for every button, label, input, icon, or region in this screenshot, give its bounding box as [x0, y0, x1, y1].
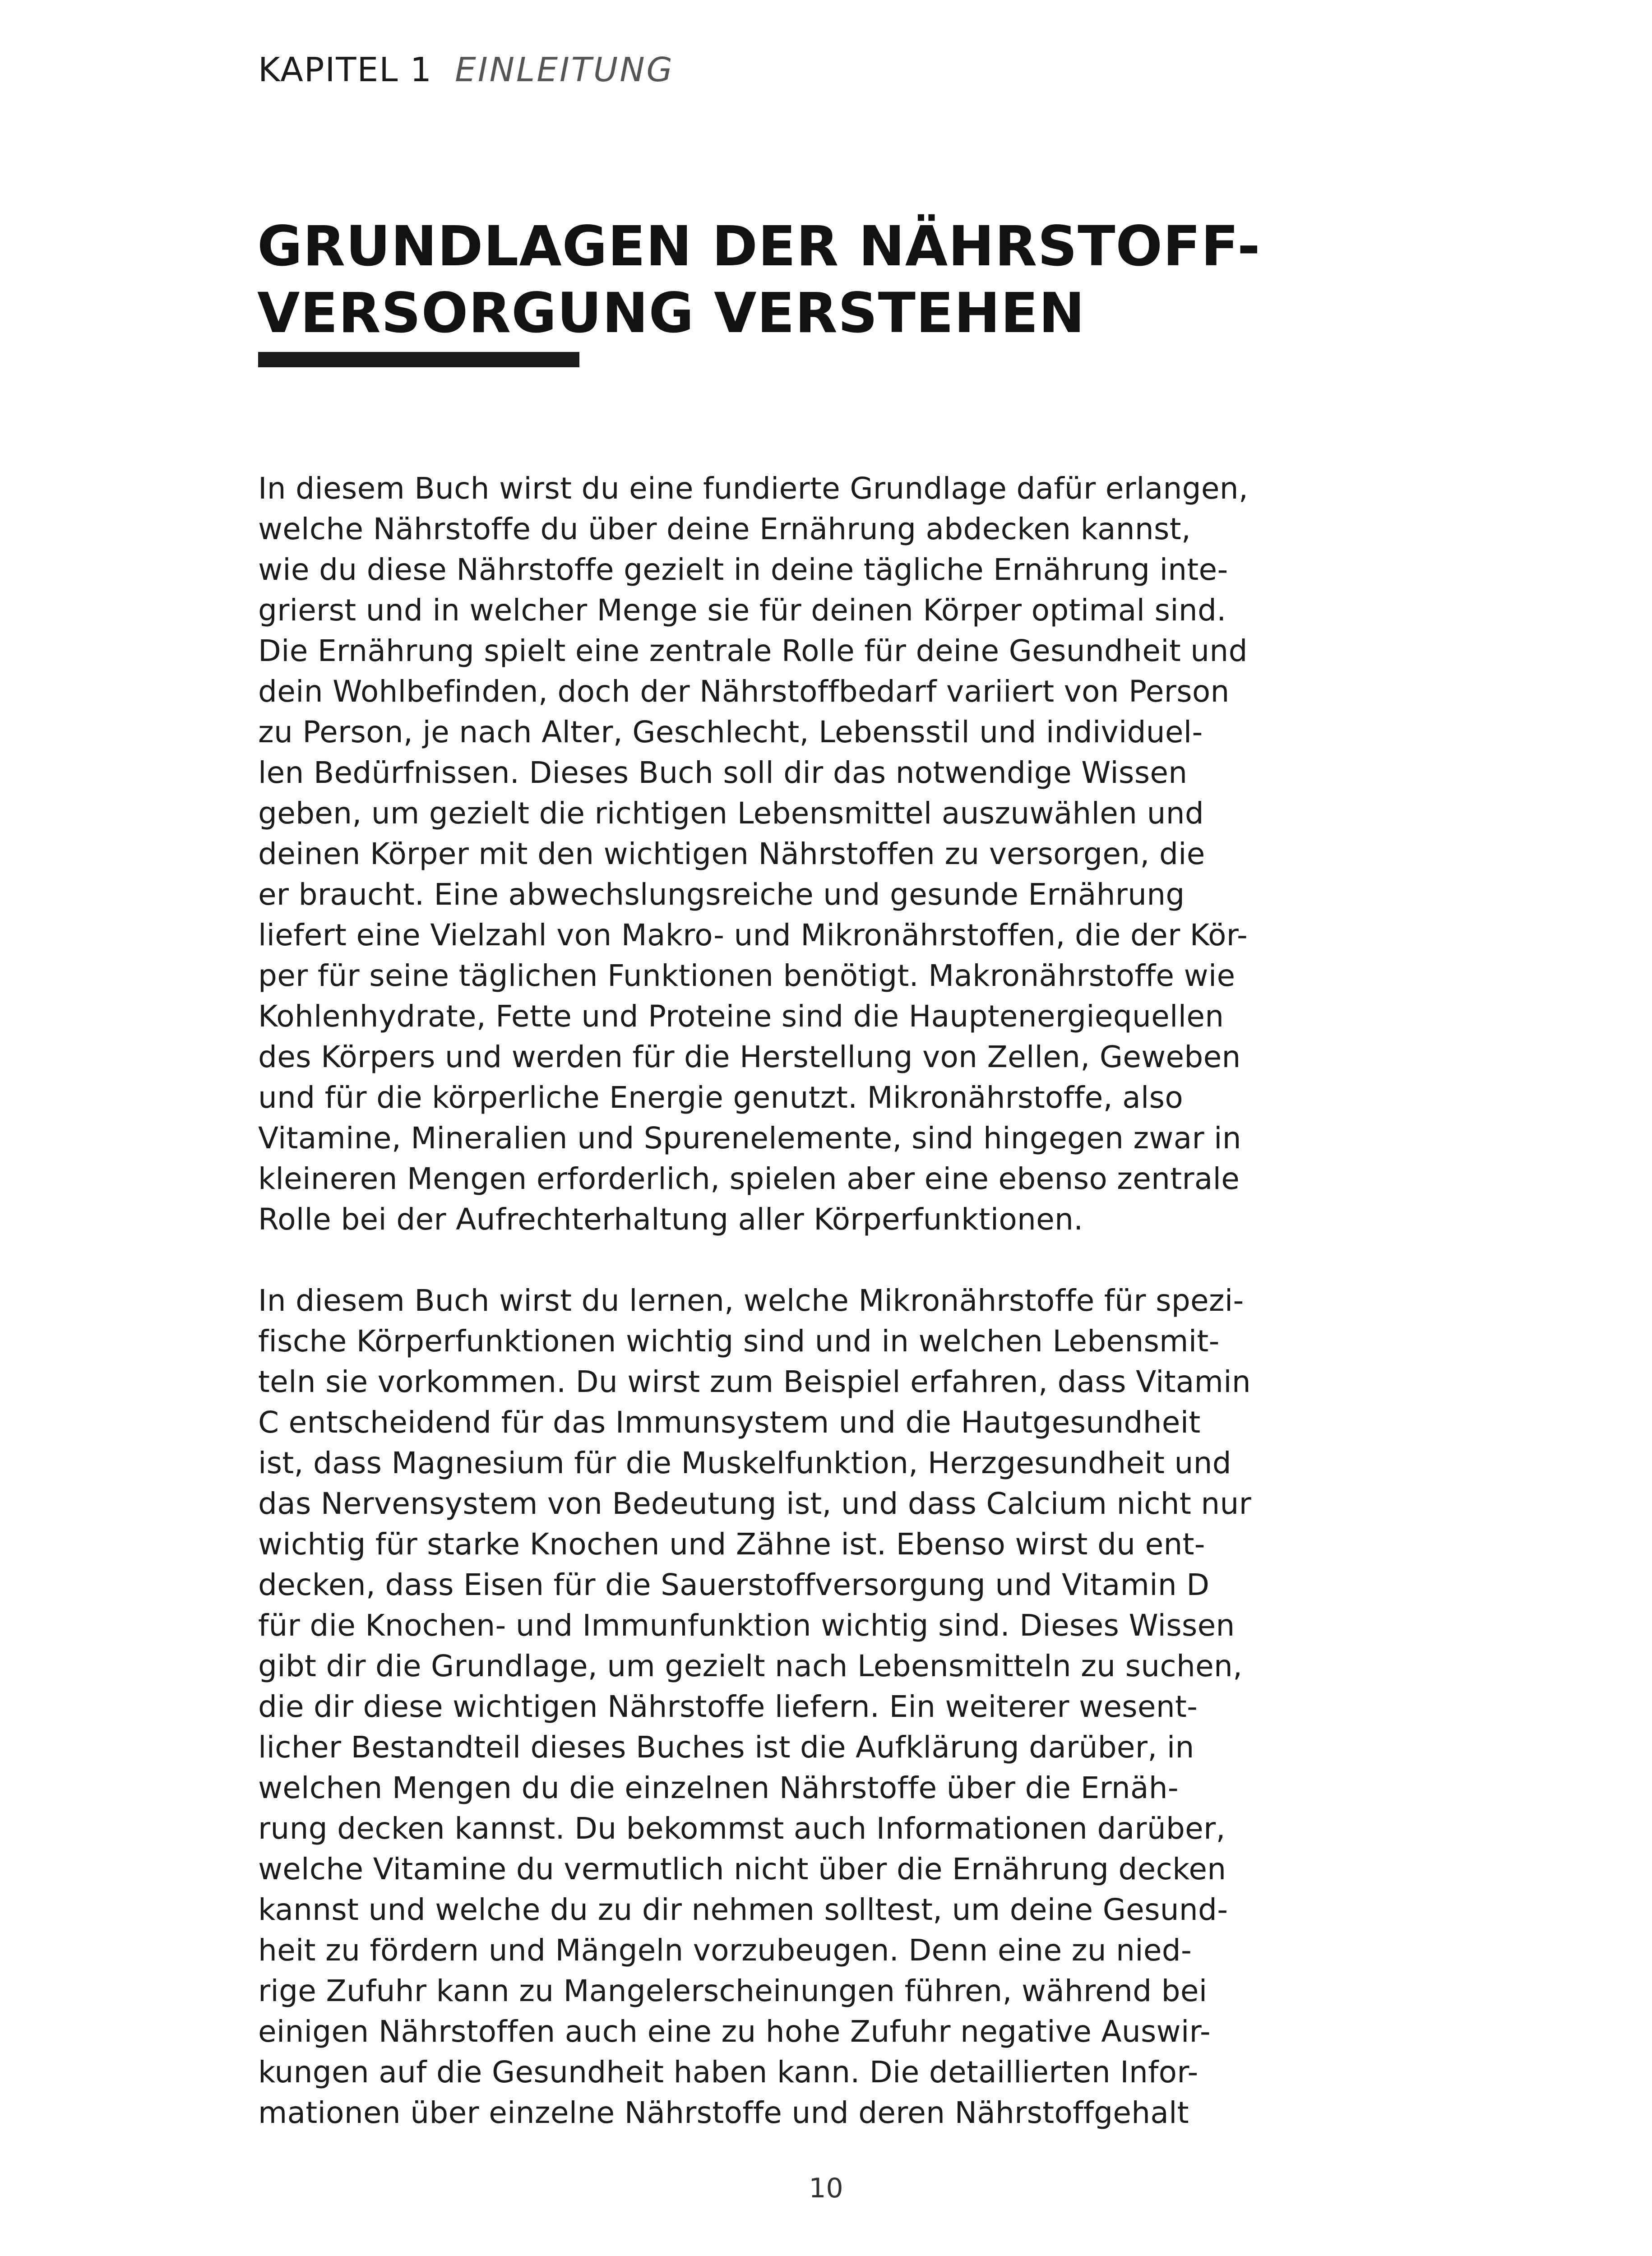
- chapter-label: KAPITEL 1: [258, 51, 433, 89]
- text-line: dein Wohlbefinden, doch der Nährstoffbedarf variiert von Person: [258, 674, 1230, 709]
- text-line: wichtig für starke Knochen und Zähne ist. Ebenso wirst du ent-: [258, 1527, 1205, 1562]
- text-line: gibt dir die Grundlage, um gezielt nach Lebensmitteln zu suchen,: [258, 1649, 1243, 1683]
- text-line: len Bedürfnissen. Dieses Buch soll dir das notwendige Wissen: [258, 755, 1188, 790]
- text-line: welchen Mengen du die einzelnen Nährstoffe über die Ernäh-: [258, 1771, 1179, 1805]
- text-line: Rolle bei der Aufrechterhaltung aller Körperfunktionen.: [258, 1202, 1083, 1237]
- text-line: Die Ernährung spielt eine zentrale Rolle für deine Gesundheit und: [258, 633, 1248, 668]
- text-line: des Körpers und werden für die Herstellung von Zellen, Geweben: [258, 1040, 1241, 1074]
- body-paragraph-1: [258, 468, 1248, 1240]
- page-number: 10: [809, 2173, 843, 2204]
- text-line: rige Zufuhr kann zu Mangelerscheinungen führen, während bei: [258, 1974, 1208, 2008]
- text-line: fische Körperfunktionen wichtig sind und in welchen Lebensmit-: [258, 1324, 1220, 1359]
- text-line: ist, dass Magnesium für die Muskelfunktion, Herzgesundheit und: [258, 1446, 1231, 1480]
- text-line: licher Bestandteil dieses Buches ist die Aufklärung darüber, in: [258, 1730, 1194, 1765]
- text-line: geben, um gezielt die richtigen Lebensmittel auszuwählen und: [258, 796, 1204, 831]
- text-line: mationen über einzelne Nährstoffe und deren Nährstoffgehalt: [258, 2095, 1189, 2130]
- section-label: EINLEITUNG: [455, 51, 674, 89]
- text-line: Kohlenhydrate, Fette und Proteine sind die Hauptenergiequellen: [258, 999, 1224, 1034]
- title-line: GRUNDLAGEN DER NÄHRSTOFF-: [257, 214, 1261, 278]
- title-underline-rule: [258, 352, 579, 367]
- text-line: per für seine täglichen Funktionen benötigt. Makronährstoffe wie: [258, 958, 1236, 993]
- text-line: C entscheidend für das Immunsystem und die Hautgesundheit: [258, 1405, 1201, 1440]
- text-line: grierst und in welcher Menge sie für deinen Körper optimal sind.: [258, 593, 1226, 628]
- text-line: kannst und welche du zu dir nehmen solltest, um deine Gesund-: [258, 1892, 1228, 1927]
- text-line: für die Knochen- und Immunfunktion wichtig sind. Dieses Wissen: [258, 1608, 1235, 1643]
- text-line: kleineren Mengen erforderlich, spielen aber eine ebenso zentrale: [258, 1161, 1240, 1196]
- title-line: VERSORGUNG VERSTEHEN: [257, 281, 1085, 345]
- text-line: welche Vitamine du vermutlich nicht über die Ernährung decken: [258, 1852, 1226, 1886]
- text-line: rung decken kannst. Du bekommst auch Informationen darüber,: [258, 1811, 1226, 1846]
- text-line: kungen auf die Gesundheit haben kann. Die detaillierten Infor-: [258, 2055, 1199, 2090]
- text-line: deinen Körper mit den wichtigen Nährstoffen zu versorgen, die: [258, 837, 1205, 871]
- text-line: teln sie vorkommen. Du wirst zum Beispiel erfahren, dass Vitamin: [258, 1364, 1251, 1399]
- text-line: In diesem Buch wirst du lernen, welche Mikronährstoffe für spezi-: [258, 1283, 1244, 1318]
- text-line: wie du diese Nährstoffe gezielt in deine tägliche Ernährung inte-: [258, 552, 1228, 587]
- text-line: zu Person, je nach Alter, Geschlecht, Lebensstil und individuel-: [258, 715, 1203, 749]
- running-header: [258, 53, 674, 87]
- text-line: decken, dass Eisen für die Sauerstoffversorgung und Vitamin D: [258, 1567, 1210, 1602]
- text-line: und für die körperliche Energie genutzt. Mikronährstoffe, also: [258, 1080, 1184, 1115]
- text-line: einigen Nährstoffen auch eine zu hohe Zufuhr negative Auswir-: [258, 2014, 1211, 2049]
- text-line: heit zu fördern und Mängeln vorzubeugen. Denn eine zu nied-: [258, 1933, 1192, 1968]
- page-title: [257, 213, 1261, 347]
- text-line: er braucht. Eine abwechslungsreiche und gesunde Ernährung: [258, 877, 1185, 912]
- text-line: die dir diese wichtigen Nährstoffe liefern. Ein weiterer wesent-: [258, 1689, 1198, 1724]
- body-paragraph-2: [258, 1281, 1251, 2133]
- text-line: liefert eine Vielzahl von Makro- und Mikronährstoffen, die der Kör-: [258, 918, 1248, 952]
- text-line: Vitamine, Mineralien und Spurenelemente, sind hingegen zwar in: [258, 1121, 1241, 1156]
- text-line: In diesem Buch wirst du eine fundierte Grundlage dafür erlangen,: [258, 471, 1249, 506]
- text-line: das Nervensystem von Bedeutung ist, und dass Calcium nicht nur: [258, 1486, 1252, 1521]
- text-line: welche Nährstoffe du über deine Ernährung abdecken kannst,: [258, 512, 1191, 546]
